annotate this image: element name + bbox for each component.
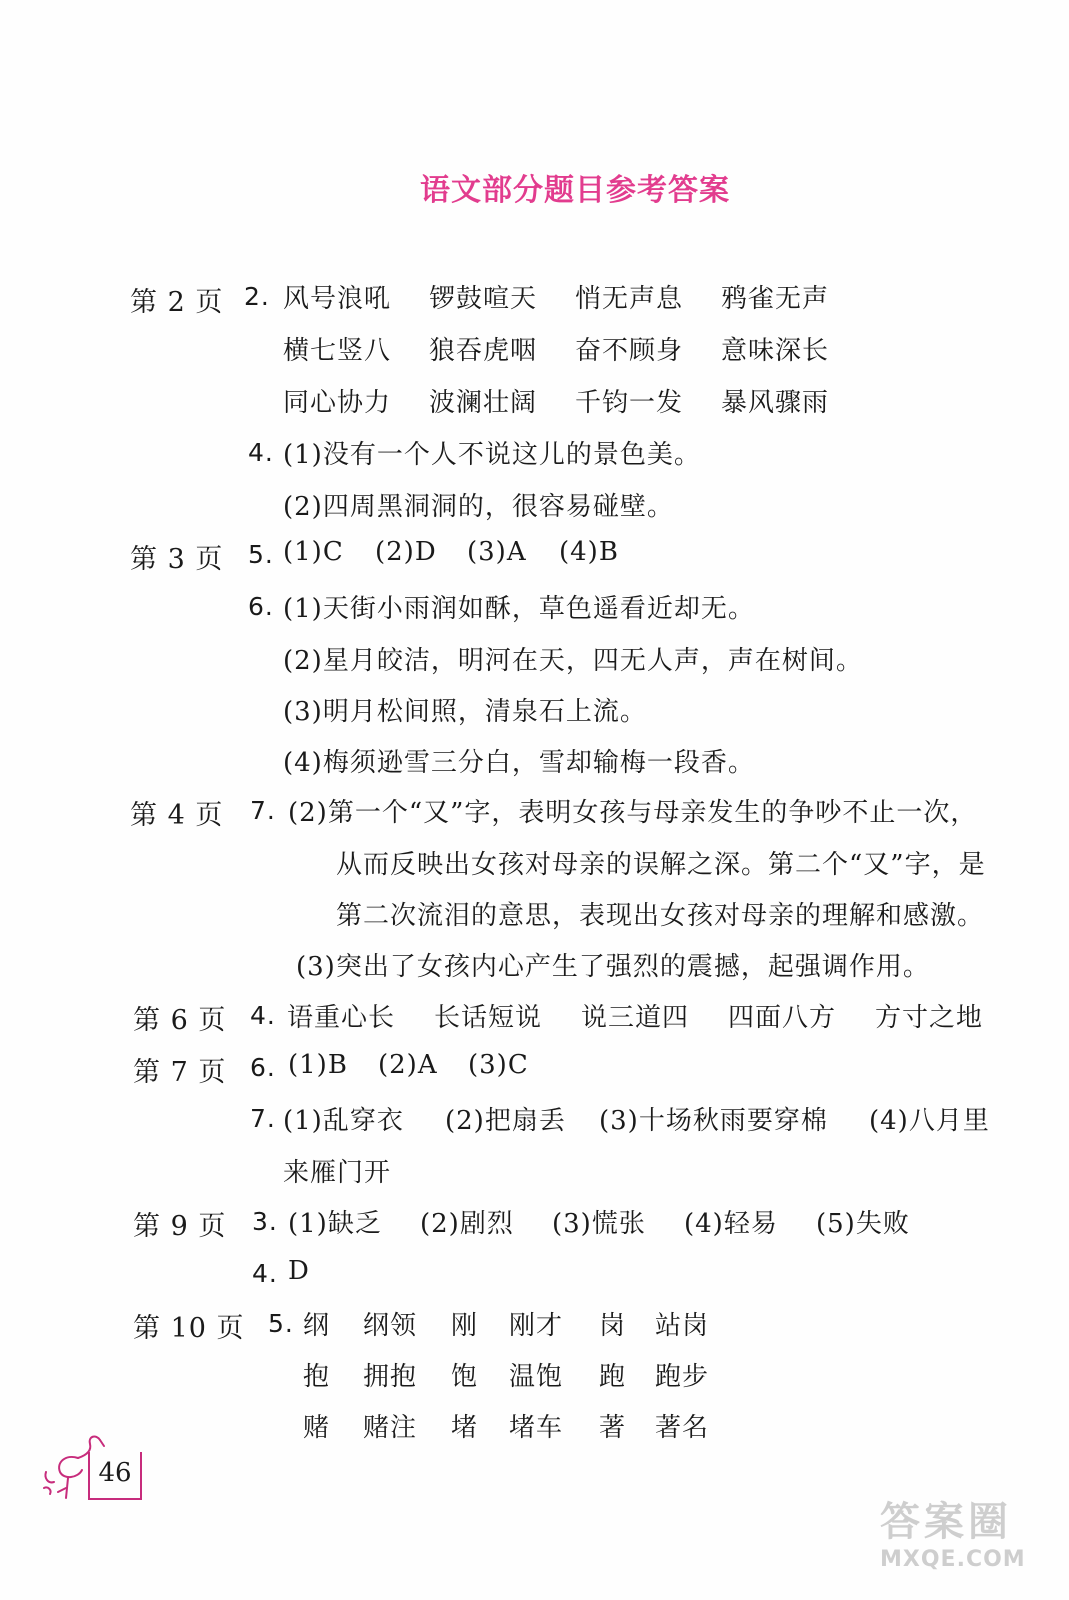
answer-line: (3)明月松间照，清泉石上流。 bbox=[283, 697, 647, 727]
page-ref-4: 第 4 页 bbox=[130, 800, 224, 831]
answer-word: 刚才 bbox=[509, 1311, 564, 1341]
choice-answer: (4)B bbox=[559, 537, 619, 567]
answer-word: 锣鼓喧天 bbox=[429, 284, 538, 314]
answer-item: (3)慌张 bbox=[552, 1209, 646, 1239]
answer-word: 长话短说 bbox=[434, 1003, 543, 1033]
word-row bbox=[303, 1305, 709, 1342]
answer-line: (1)天街小雨润如酥，草色遥看近却无。 bbox=[283, 594, 755, 624]
answer-word: 堵 bbox=[451, 1413, 479, 1443]
watermark-logo: 答案圈 bbox=[880, 1499, 1012, 1545]
answer-word: 温饱 bbox=[509, 1362, 564, 1392]
answer-item: (1)缺乏 bbox=[288, 1209, 382, 1239]
answer-word: 赌 bbox=[303, 1413, 331, 1443]
answer-item: (2)把扇丢 bbox=[445, 1106, 566, 1136]
answer-word: 跑 bbox=[599, 1362, 627, 1392]
answer-word: 波澜壮阔 bbox=[429, 388, 538, 418]
answer-word: 方寸之地 bbox=[875, 1003, 984, 1033]
question-number: 5. bbox=[268, 1309, 294, 1338]
answer-item: (4)轻易 bbox=[684, 1209, 778, 1239]
answer-word: 意味深长 bbox=[721, 336, 830, 366]
answer-word: 著 bbox=[599, 1413, 627, 1443]
question-number: 2. bbox=[244, 282, 270, 311]
choice-answer: (2)D bbox=[375, 537, 437, 567]
answer-row bbox=[288, 1203, 910, 1240]
question-number: 5. bbox=[248, 540, 274, 569]
answer-line: (3)突出了女孩内心产生了强烈的震撼，起强调作用。 bbox=[296, 952, 930, 982]
answer-line: (4)梅须逊雪三分白，雪却输梅一段香。 bbox=[283, 748, 755, 778]
answer-row bbox=[283, 1100, 990, 1137]
answer-word: 同心协力 bbox=[283, 388, 392, 418]
answer-word: 纲 bbox=[303, 1311, 331, 1341]
answer-word: 语重心长 bbox=[287, 1003, 396, 1033]
answer-word: 说三道四 bbox=[581, 1003, 690, 1033]
page-ref-7: 第 7 页 bbox=[133, 1057, 227, 1088]
answer-word: 岗 bbox=[599, 1311, 627, 1341]
answer-word: 暴风骤雨 bbox=[721, 388, 830, 418]
question-number: 4. bbox=[252, 1259, 278, 1288]
question-number: 4. bbox=[250, 1001, 276, 1030]
word-row bbox=[283, 382, 829, 419]
answer-word: 堵车 bbox=[509, 1413, 564, 1443]
answer-line: D bbox=[288, 1256, 310, 1286]
answer-word: 风号浪吼 bbox=[283, 284, 392, 314]
question-number: 6. bbox=[250, 1053, 276, 1082]
page-number-box bbox=[88, 1452, 142, 1500]
answer-item: (5)失败 bbox=[816, 1209, 910, 1239]
answer-line: 第二次流泪的意思，表现出女孩对母亲的理解和感激。 bbox=[336, 901, 985, 931]
question-number: 7. bbox=[250, 1104, 276, 1133]
question-number: 7. bbox=[250, 796, 276, 825]
answer-word: 鸦雀无声 bbox=[721, 284, 830, 314]
word-row bbox=[283, 330, 829, 367]
answer-line: (1)没有一个人不说这儿的景色美。 bbox=[283, 440, 701, 470]
answer-word: 饱 bbox=[451, 1362, 479, 1392]
answer-word: 著名 bbox=[655, 1413, 710, 1443]
answer-line: (2)星月皎洁，明河在天，四无人声，声在树间。 bbox=[283, 646, 863, 676]
answer-word: 狼吞虎咽 bbox=[429, 336, 538, 366]
word-row bbox=[303, 1407, 709, 1444]
choice-answer: (3)C bbox=[468, 1050, 529, 1080]
page-ref-10: 第 10 页 bbox=[133, 1313, 245, 1344]
question-number: 6. bbox=[248, 592, 274, 621]
page-ref-6: 第 6 页 bbox=[133, 1005, 227, 1036]
answer-word: 抱 bbox=[303, 1362, 331, 1392]
answer-word: 四面八方 bbox=[728, 1003, 837, 1033]
question-number: 4. bbox=[248, 438, 274, 467]
choice-answer: (3)A bbox=[467, 537, 527, 567]
answer-item: (1)乱穿衣 bbox=[283, 1106, 404, 1136]
watermark-url: MXQE.COM bbox=[880, 1547, 1026, 1572]
choice-answer: (1)B bbox=[288, 1050, 348, 1080]
page-ref-3: 第 3 页 bbox=[130, 544, 224, 575]
answer-word: 赌注 bbox=[363, 1413, 418, 1443]
choice-answer: (2)A bbox=[378, 1050, 438, 1080]
answer-word: 跑步 bbox=[655, 1362, 710, 1392]
answer-word: 悄无声息 bbox=[575, 284, 684, 314]
answer-word: 横七竖八 bbox=[283, 336, 392, 366]
answer-word: 拥抱 bbox=[363, 1362, 418, 1392]
word-row bbox=[303, 1356, 709, 1393]
choice-answer: (1)C bbox=[283, 537, 344, 567]
answer-word: 奋不顾身 bbox=[575, 336, 684, 366]
answer-item: (2)剧烈 bbox=[420, 1209, 514, 1239]
answer-word: 纲领 bbox=[363, 1311, 418, 1341]
page-ref-2: 第 2 页 bbox=[130, 287, 224, 318]
word-row bbox=[287, 997, 983, 1034]
word-row bbox=[283, 278, 829, 315]
choice-row bbox=[283, 537, 619, 567]
answer-word: 刚 bbox=[451, 1311, 479, 1341]
question-number: 3. bbox=[252, 1207, 278, 1236]
answer-item: (3)十场秋雨要穿棉 bbox=[599, 1106, 828, 1136]
page-number: 46 bbox=[98, 1458, 132, 1488]
answer-line: 从而反映出女孩对母亲的误解之深。第二个“又”字，是 bbox=[336, 850, 986, 880]
answer-word: 站岗 bbox=[655, 1311, 710, 1341]
answer-line: (2)四周黑洞洞的，很容易碰壁。 bbox=[283, 492, 674, 522]
answer-line: 来雁门开 bbox=[283, 1158, 392, 1188]
page-ref-9: 第 9 页 bbox=[133, 1211, 227, 1242]
choice-row bbox=[288, 1050, 529, 1080]
answer-word: 千钧一发 bbox=[575, 388, 684, 418]
answer-item: (4)八月里 bbox=[869, 1106, 990, 1136]
page-title: 语文部分题目参考答案 bbox=[420, 173, 730, 208]
answer-line: (2)第一个“又”字，表明女孩与母亲发生的争吵不止一次， bbox=[288, 798, 978, 828]
watermark bbox=[880, 1490, 1050, 1580]
